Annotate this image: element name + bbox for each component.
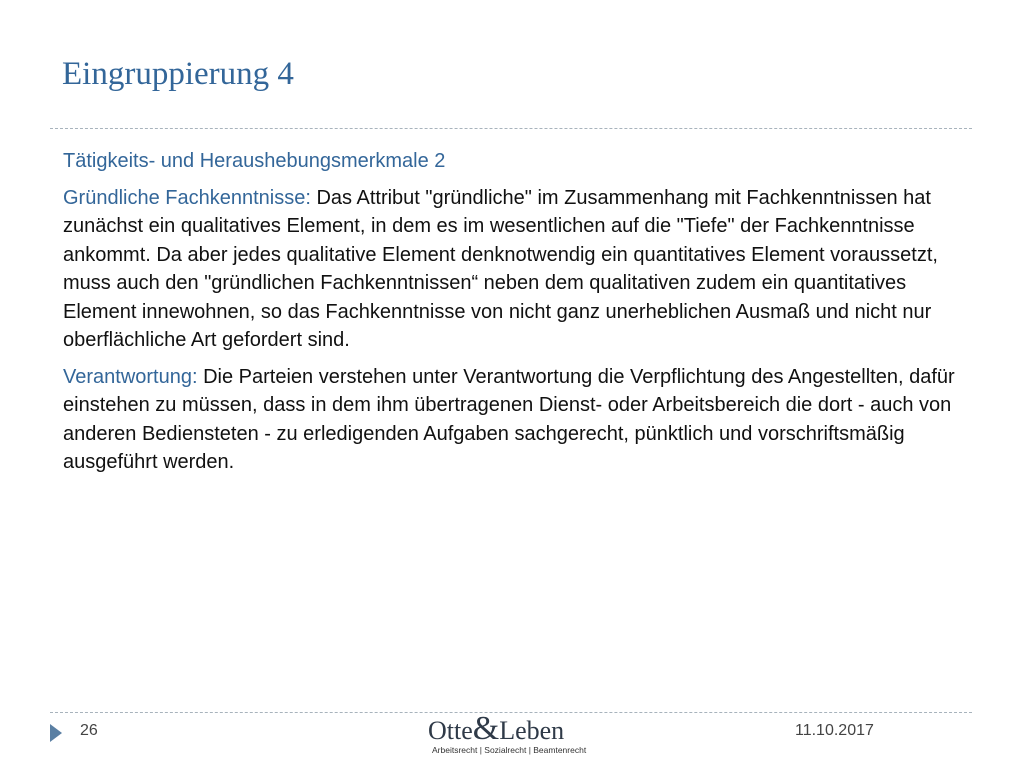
logo-ampersand: & (472, 710, 500, 747)
logo-name (428, 710, 565, 747)
logo-name-right: Leben (499, 716, 565, 745)
page-number: 26 (80, 722, 98, 739)
term-fachkenntnisse: Gründliche Fachkenntnisse: (63, 186, 311, 209)
footer-divider (50, 712, 972, 713)
logo-name-left: Otte (428, 716, 473, 745)
subtitle: Tätigkeits- und Heraushebungsmerkmale 2 (63, 150, 446, 172)
slide-body (63, 147, 973, 485)
triangle-right-icon (50, 724, 62, 742)
paragraph-verantwortung (63, 363, 973, 477)
text-fachkenntnisse: Das Attribut "gründliche" im Zusammenhang mit Fachkenntnissen hat zunächst ein qualitatives Element, in dem es im wesentlichen auf die "Tiefe" der Fachkenntnisse ankommt. Da aber jedes qualitative Element denknotwendig ein quantitatives Element voraussetzt, muss auch den "gründlichen Fachkenntnissen“ neben dem qualitativen zudem ein quantitatives Element innewohnen, so das Fachkenntnisse von nicht ganz unerheblichen Ausmaß und nicht nur oberflächliche Art gefordert sind. (63, 186, 938, 351)
paragraph-fachkenntnisse (63, 184, 973, 355)
text-verantwortung: Die Parteien verstehen unter Verantwortung die Verpflichtung des Angestellten, dafür einstehen zu müssen, dass in dem ihm übertragenen Dienst- oder Arbeitsbereich die dort - auch von anderen Bediensteten - zu erledigenden Aufgaben sachgerecht, pünktlich und vorschriftsmäßig ausgeführt werden. (63, 365, 955, 473)
slide-title: Eingruppierung 4 (62, 56, 294, 92)
logo-tagline: Arbeitsrecht | Sozialrecht | Beamtenrecht (432, 745, 587, 755)
title-divider (50, 128, 972, 129)
slide-date: 11.10.2017 (795, 722, 874, 739)
term-verantwortung: Verantwortung: (63, 365, 198, 388)
company-logo (410, 710, 610, 760)
